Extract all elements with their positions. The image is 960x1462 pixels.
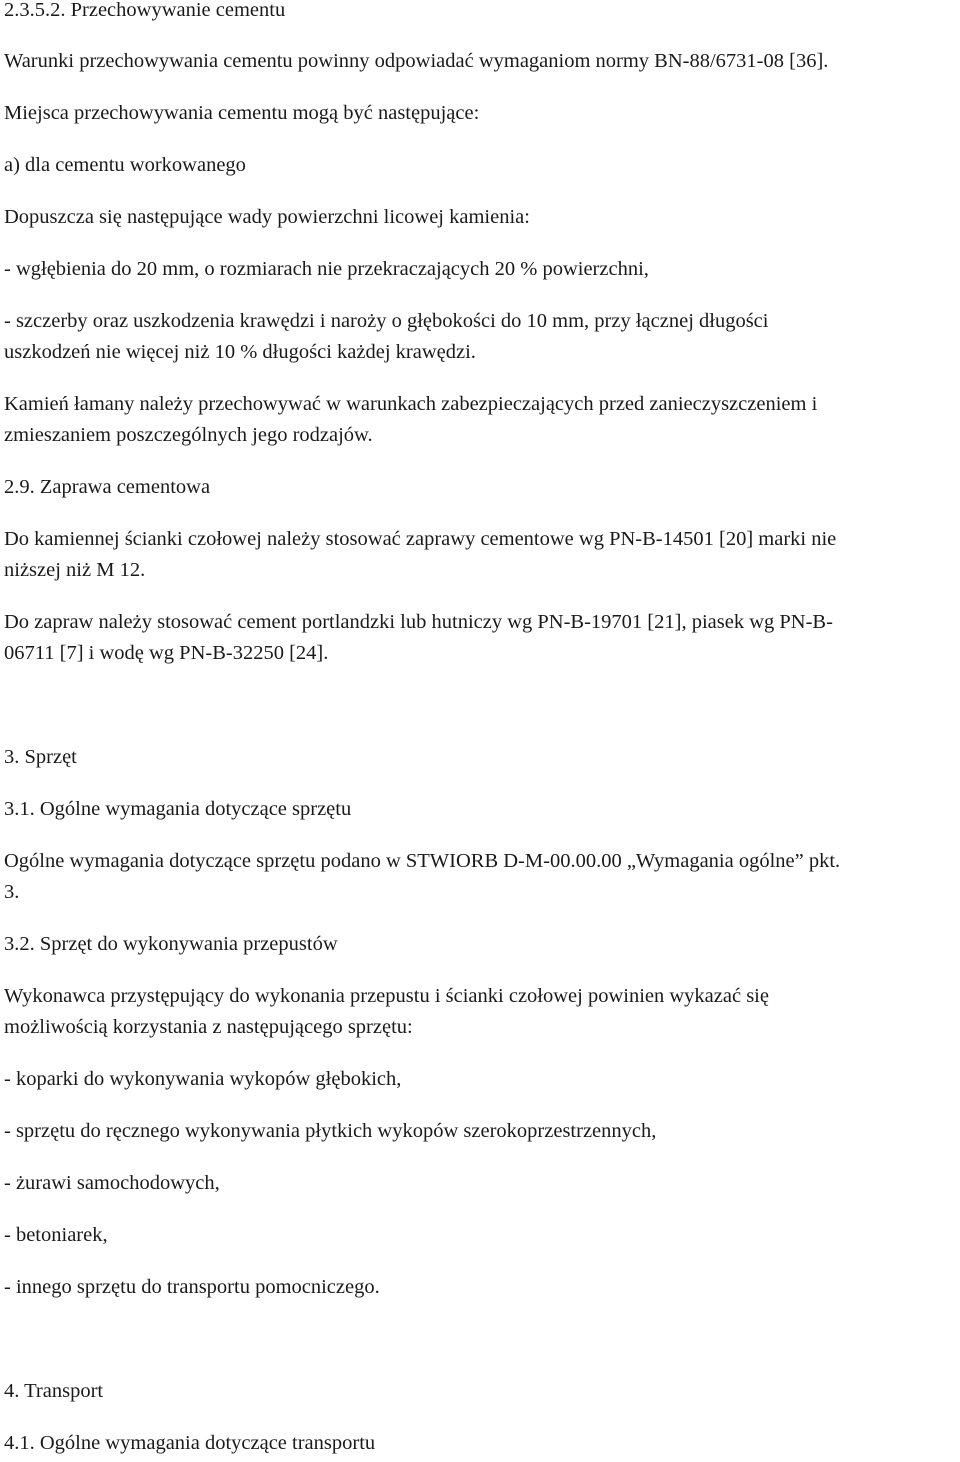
paragraph-contractor-line-1: Wykonawca przystępujący do wykonania przepustu i ścianki czołowej powinien wykazać się: [4, 985, 769, 1007]
paragraph-storage-conditions: Warunki przechowywania cementu powinny odpowiadać wymaganiom normy BN-88/6731-08 [36].: [4, 50, 829, 72]
paragraph-surface-defects: Dopuszcza się następujące wady powierzchni licowej kamienia:: [4, 206, 530, 228]
section-heading-4-1: 4.1. Ogólne wymagania dotyczące transportu: [4, 1432, 376, 1454]
paragraph-equipment-general-line-1: Ogólne wymagania dotyczące sprzętu podano w STWIORB D-M-00.00.00 „Wymagania ogólne” pkt.: [4, 850, 841, 872]
list-item-truck-cranes: - żurawi samochodowych,: [4, 1172, 220, 1194]
section-heading-3-2: 3.2. Sprzęt do wykonywania przepustów: [4, 933, 338, 955]
paragraph-equipment-general-line-2: 3.: [4, 881, 20, 903]
list-item-excavators: - koparki do wykonywania wykopów głębokich,: [4, 1068, 402, 1090]
list-item-concrete-mixers: - betoniarek,: [4, 1224, 108, 1246]
list-item-defect-chips-line-2: uszkodzeń nie więcej niż 10 % długości każdej krawędzi.: [4, 341, 476, 363]
list-item-manual-excavation: - sprzętu do ręcznego wykonywania płytkich wykopów szerokoprzestrzennych,: [4, 1120, 657, 1142]
section-heading-3: 3. Sprzęt: [4, 746, 77, 768]
section-heading-2-9: 2.9. Zaprawa cementowa: [4, 476, 211, 498]
section-heading-2-3-5-2: 2.3.5.2. Przechowywanie cementu: [4, 0, 286, 21]
paragraph-contractor-line-2: możliwością korzystania z następującego sprzętu:: [4, 1016, 413, 1038]
paragraph-mortar-line-2: niższej niż M 12.: [4, 559, 146, 581]
paragraph-storage-places: Miejsca przechowywania cementu mogą być następujące:: [4, 102, 480, 124]
paragraph-mortar-materials-line-2: 06711 [7] i wodę wg PN-B-32250 [24].: [4, 642, 329, 664]
paragraph-crushed-stone-line-2: zmieszaniem poszczególnych jego rodzajów.: [4, 424, 373, 446]
section-heading-4: 4. Transport: [4, 1380, 104, 1402]
paragraph-crushed-stone-line-1: Kamień łamany należy przechowywać w warunkach zabezpieczających przed zanieczyszczeniem i: [4, 393, 818, 415]
list-item-bagged-cement: a) dla cementu workowanego: [4, 154, 246, 176]
paragraph-mortar-line-1: Do kamiennej ścianki czołowej należy stosować zaprawy cementowe wg PN-B-14501 [20] marki nie: [4, 528, 837, 550]
list-item-defect-depressions: - wgłębienia do 20 mm, o rozmiarach nie przekraczających 20 % powierzchni,: [4, 258, 649, 280]
list-item-defect-chips-line-1: - szczerby oraz uszkodzenia krawędzi i naroży o głębokości do 10 mm, przy łącznej długości: [4, 310, 769, 332]
section-heading-3-1: 3.1. Ogólne wymagania dotyczące sprzętu: [4, 798, 352, 820]
paragraph-mortar-materials-line-1: Do zapraw należy stosować cement portlandzki lub hutniczy wg PN-B-19701 [21], piasek wg PN-B-: [4, 611, 833, 633]
list-item-auxiliary-transport: - innego sprzętu do transportu pomocniczego.: [4, 1276, 380, 1298]
